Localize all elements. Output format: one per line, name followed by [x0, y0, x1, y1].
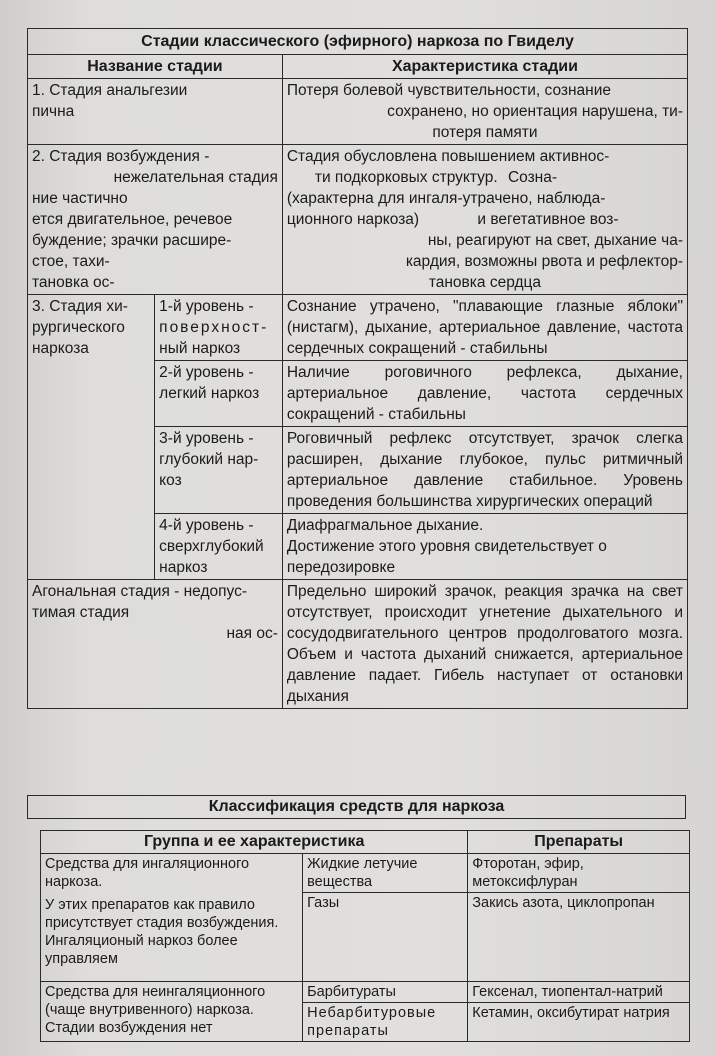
stage-2-char-line: (характерна для ингаля-утрачено, наблюда-	[286, 190, 606, 207]
stage-2-char-line: Созна-	[507, 169, 558, 186]
subgroup-nonbarbiturates: Небарбитуровые препараты	[303, 1003, 468, 1042]
level-2-name	[155, 361, 283, 427]
anesthesia-stages-table	[27, 28, 688, 709]
stage-2-name-line: ние частично	[32, 190, 128, 207]
stage-1-characteristic	[282, 79, 687, 145]
stage-1-char-line: Потеря болевой чувствительности, сознание	[286, 82, 612, 99]
level-3-name	[155, 427, 283, 514]
level-3-name-line: коз	[159, 472, 182, 489]
stage-3-name-line: наркоза	[32, 340, 89, 357]
drugs-nonbarbiturates: Кетамин, оксибутират натрия	[468, 1003, 690, 1042]
level-2-name-line: 2-й уровень -	[159, 364, 254, 381]
level-4-char-line: Диафрагмальное дыхание.	[286, 517, 484, 534]
agonal-name-line: ная ос-	[226, 625, 278, 642]
level-4-name	[155, 514, 283, 580]
agonal-name-line: тимая стадия	[32, 604, 130, 621]
subgroup-barbiturates: Барбитураты	[303, 982, 468, 1003]
level-3-name-line: 3-й уровень -	[159, 430, 254, 447]
stage-2-name-line: стое, тахи-	[32, 253, 110, 270]
stage-2-name-line: нежелательная стадия	[113, 169, 278, 186]
level-4-name-line: наркоз	[159, 559, 208, 576]
stage-2-char-line: Стадия обусловлена повышением активнос-	[286, 148, 610, 165]
level-4-char-line: Достижение этого уровня свидетельствует о передозировке	[286, 538, 607, 576]
stage-1-name-line: пична	[32, 103, 75, 120]
stage-2-char-line: тановка сердца	[428, 274, 542, 291]
level-1-name-line: поверхност-	[159, 319, 269, 336]
subgroup-liquids: Жидкие летучие вещества	[303, 854, 468, 893]
stage-1-name	[28, 79, 283, 145]
subgroup-gases: Газы	[303, 893, 468, 982]
stage-3-name-line: рургического	[32, 319, 125, 336]
column-header-stage-characteristic: Характеристика стадии	[282, 55, 687, 79]
table-row	[41, 982, 690, 1003]
stage-2-char-line: ти подкорковых структур.	[314, 169, 498, 186]
table-row	[28, 580, 688, 709]
stage-2-name-line: буждение; зрачки расшире-	[32, 232, 232, 249]
stage-1-char-line: потеря памяти	[432, 124, 538, 141]
level-1-name-line: 1-й уровень -	[159, 298, 254, 315]
stage-2-char-line: кардия, возможны рвота и рефлектор-	[405, 253, 683, 270]
section-title: Классификация средств для наркоза	[27, 795, 686, 819]
level-1-name-line: ный наркоз	[159, 340, 241, 357]
stage-1-char-line: сохранено, но ориентация нарушена, ти-	[387, 103, 683, 120]
inhalation-text: У этих препаратов как правило присутствует стадия возбуждения.	[45, 897, 279, 931]
stage-3-name	[28, 295, 155, 580]
stage-2-name-line: тановка ос-	[32, 274, 115, 291]
inhalation-text: Средства для ингаляционного наркоза.	[45, 856, 250, 890]
agonal-stage-characteristic: Предельно широкий зрачок, реакция зрачка на свет отсутствует, происходит угнетение дыхательного и сосудодвигательного центров продолговатого мозга. Объем и частота дыханий снижается, артериальное давление падает. Гибель наступает от остановки дыхания	[282, 580, 687, 709]
stage-2-name	[28, 145, 283, 295]
inhalation-group	[41, 854, 303, 982]
drugs-liquids: Фторотан, эфир, метоксифлуран	[468, 854, 690, 893]
level-1-characteristic: Сознание утрачено, "плавающие глазные яблоки" (нистагм), дыхание, артериальное давление, частота сердечных сокращений - стабильны	[282, 295, 687, 361]
level-2-name-line: легкий наркоз	[159, 385, 260, 402]
stage-3-name-line: 3. Стадия хи-	[32, 298, 128, 315]
level-4-name-line: 4-й уровень -	[159, 517, 254, 534]
stage-2-characteristic	[282, 145, 687, 295]
inhalation-text: Ингаляционый наркоз более управляем	[45, 933, 238, 967]
stage-2-char-line: и вегетативное воз-	[477, 211, 619, 228]
stage-2-char-line: ны, реагируют на свет, дыхание ча-	[427, 232, 683, 249]
agonal-stage-name	[28, 580, 283, 709]
level-4-name-line: сверхглубокий	[159, 538, 264, 555]
level-3-name-line: глубокий нар-	[159, 451, 259, 468]
table-row	[28, 79, 688, 145]
column-header-drugs: Препараты	[468, 831, 690, 854]
column-header-group: Группа и ее характеристика	[41, 831, 468, 854]
noninhalation-group: Средства для неингаляционного (чаще внутривенного) наркоза. Стадии возбуждения нет	[41, 982, 303, 1042]
stage-2-char-line: ционного наркоза)	[286, 211, 420, 228]
drugs-barbiturates: Гексенал, тиопентал-натрий	[468, 982, 690, 1003]
table-row	[41, 854, 690, 893]
level-4-characteristic	[282, 514, 687, 580]
table-row	[28, 145, 688, 295]
stage-1-name-line: 1. Стадия анальгезии	[32, 82, 188, 99]
table-row	[28, 295, 688, 361]
anesthetics-classification-table	[40, 830, 690, 1042]
stage-2-name-line: 2. Стадия возбуждения -	[32, 148, 210, 165]
table-title: Стадии классического (эфирного) наркоза по Гвиделу	[28, 29, 688, 55]
stage-2-name-line: ется двигательное, речевое	[32, 211, 233, 228]
drugs-gases: Закись азота, циклопропан	[468, 893, 690, 982]
agonal-name-line: Агональная стадия - недопус-	[32, 583, 248, 600]
column-header-stage-name: Название стадии	[28, 55, 283, 79]
level-2-characteristic: Наличие роговичного рефлекса, дыхание, артериальное давление, частота сердечных сокращений - стабильны	[282, 361, 687, 427]
level-1-name	[155, 295, 283, 361]
level-3-characteristic: Роговичный рефлекс отсутствует, зрачок слегка расширен, дыхание глубокое, пульс ритмичный артериальное давление стабильное. Уровень проведения большинства хирургических операций	[282, 427, 687, 514]
